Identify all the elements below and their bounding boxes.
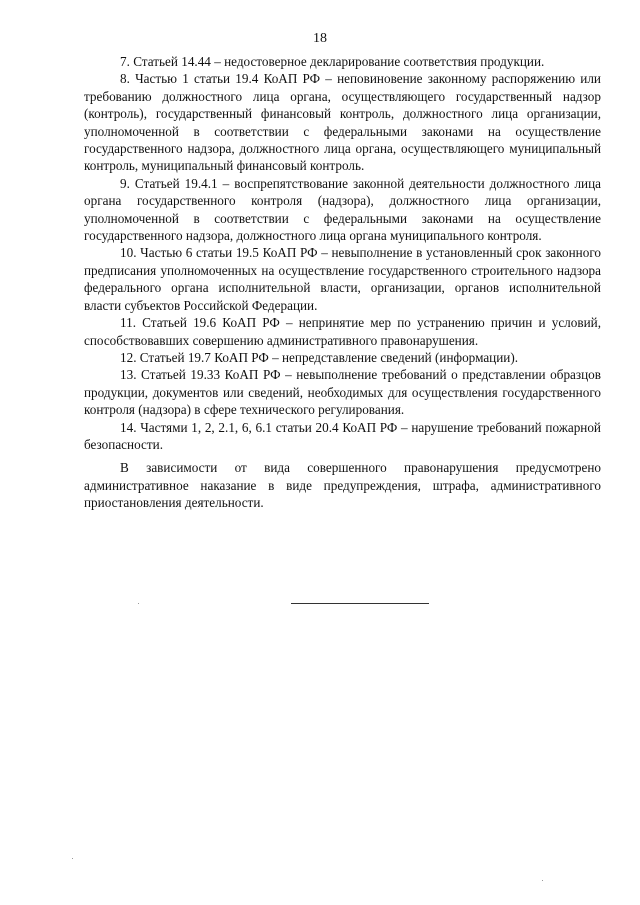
paragraph-item-13: 13. Статьей 19.33 КоАП РФ – невыполнение требований о представлении образцов продукции, документов или сведений, необходимых для осуществления государственного контроля (надзора) в сфере технического регулирования. xyxy=(84,367,601,418)
paragraph-item-9: 9. Статьей 19.4.1 – воспрепятствование законной деятельности должностного лица органа государственного контроля (надзора), должностного лица организации, уполномоченной в соответствии с федеральными законами на осуществление государственного надзора, должностного лица органа муниципального контроля. xyxy=(84,175,601,244)
page-number: 18 xyxy=(313,31,327,46)
paragraph-item-14: 14. Частями 1, 2, 2.1, 6, 6.1 статьи 20.4 КоАП РФ – нарушение требований пожарной безопасности. xyxy=(84,419,601,452)
document-body xyxy=(84,53,601,512)
paragraph-item-8: 8. Частью 1 статьи 19.4 КоАП РФ – неповиновение законному распоряжению или требованию должностного лица органа, осуществляющего государственный надзор (контроль), государственный финансовый контроль, должностного лица организации, уполномоченной в соответствии с федеральными законами на осуществление государственного надзора, должностного лица органа, осуществляющего муниципальный контроль, муниципальный финансовый контроль. xyxy=(84,71,601,174)
end-of-text-rule xyxy=(291,603,429,604)
paragraph-item-11: 11. Статьей 19.6 КоАП РФ – непринятие мер по устранению причин и условий, способствовавших совершению административного правонарушения. xyxy=(84,315,601,348)
paragraph-item-12: 12. Статьей 19.7 КоАП РФ – непредставление сведений (информации). xyxy=(120,349,519,365)
paragraph-item-10: 10. Частью 6 статьи 19.5 КоАП РФ – невыполнение в установленный срок законного предписания уполномоченных на осуществление государственного строительного надзора федерального органа исполнительной власти, организации, органов исполнительной власти субъектов Российской Федерации. xyxy=(84,245,601,313)
scan-speck xyxy=(542,880,543,881)
paragraph-conclusion: В зависимости от вида совершенного правонарушения предусмотрено административное наказание в виде предупреждения, штрафа, административного приостановления деятельности. xyxy=(84,460,601,511)
paragraph-item-7: 7. Статьей 14.44 – недостоверное декларирование соответствия продукции. xyxy=(120,54,545,69)
scan-speck xyxy=(138,603,139,604)
scan-speck xyxy=(72,858,73,859)
